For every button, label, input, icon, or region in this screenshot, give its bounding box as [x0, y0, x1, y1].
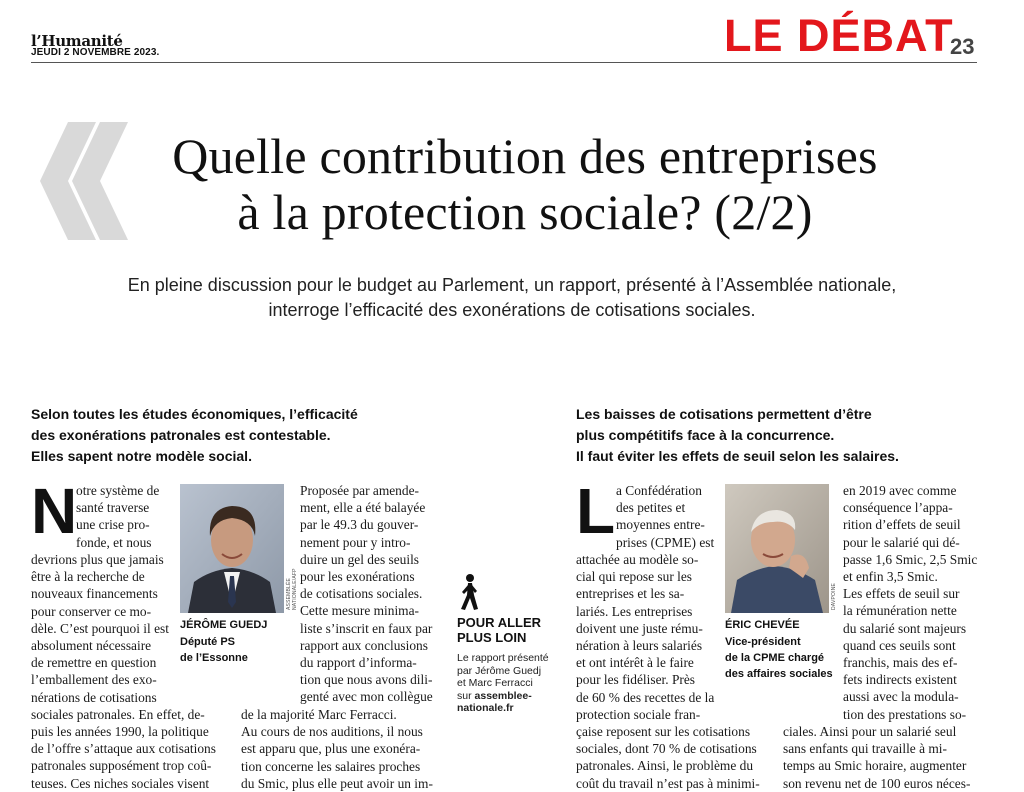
- text-line: rapport aux conclusions: [300, 637, 428, 653]
- text-line: nement pour y intro-: [300, 534, 411, 550]
- text-line: santé traverse: [76, 500, 150, 516]
- standfirst-line-1: En pleine discussion pour le budget au Parlement, un rapport, présenté à l’Assemblée nationale,: [127, 275, 897, 295]
- further-reading-title: [457, 615, 541, 645]
- further-reading-line: et Marc Ferracci: [457, 677, 533, 689]
- text-line: sociales, dont 70 % de cotisations: [576, 741, 757, 757]
- text-line: de cotisations sociales.: [300, 586, 423, 602]
- text-line: rition d’effets de seuil: [843, 517, 961, 533]
- text-line: pour le salarié qui dé-: [843, 534, 960, 550]
- further-reading-line: [457, 690, 567, 703]
- author-role: [725, 634, 833, 682]
- text-line: aussi avec la modula-: [843, 689, 959, 705]
- right-col1-body: [576, 551, 760, 792]
- text-line: ciales. Ainsi pour un salarié seul: [783, 724, 957, 739]
- text-line: de la majorité Marc Ferracci.: [241, 707, 397, 722]
- text-line: et enfin 3,5 Smic.: [843, 569, 938, 585]
- text-line: de l’offre s’attaque aux cotisations: [31, 741, 216, 757]
- text-line: liste s’inscrit en faux par: [300, 620, 433, 636]
- text-line: de 60 % des recettes de la: [576, 689, 715, 705]
- author-role-line: de l’Essonne: [180, 652, 248, 664]
- text-line: tion des prestations so-: [843, 706, 967, 722]
- text-line: passe 1,6 Smic, 2,5 Smic: [843, 551, 978, 567]
- text-line: Les effets de seuil sur: [843, 586, 960, 602]
- text-line: patronales. Ainsi, le problème du: [576, 758, 754, 774]
- right-lead-line: plus compétitifs face à la concurrence.: [576, 427, 835, 443]
- text-line: être à la recherche de: [31, 569, 145, 585]
- text-line: par le 49.3 du gouver-: [300, 517, 419, 533]
- issue-date: JEUDI 2 NOVEMBRE 2023.: [31, 47, 160, 58]
- further-reading-link[interactable]: assemblee-: [474, 689, 532, 702]
- text-line: teuses. Ces niches sociales visent: [31, 775, 210, 791]
- text-line: du salarié sont majeurs: [843, 620, 967, 636]
- text-line: sociales patronales. En effet, de-: [31, 706, 205, 722]
- photo-credit: DAVPOINE: [831, 582, 837, 610]
- left-lead-line: Elles sapent notre modèle social.: [31, 448, 252, 464]
- text-line: genté avec mon collègue: [300, 689, 433, 705]
- text-line: duire un gel des seuils: [300, 551, 420, 567]
- left-col2-body: [300, 482, 434, 706]
- section-title: LE DÉBAT: [724, 10, 954, 61]
- further-reading-link[interactable]: nationale.fr: [457, 702, 514, 714]
- text-line: quand ces seuils sont: [843, 637, 956, 653]
- author-role-line: Député PS: [180, 636, 236, 648]
- text-line: Cette mesure minima-: [300, 603, 419, 619]
- text-line: pour les exonérations: [300, 569, 415, 585]
- text-line: doivent une juste rému-: [576, 620, 703, 636]
- text-line: patronales supposément trop coû-: [31, 758, 212, 774]
- headline: [60, 128, 990, 240]
- left-col2-wide: [241, 706, 434, 792]
- author-role: [180, 634, 248, 666]
- text-line: Proposée par amende-: [300, 483, 419, 498]
- left-lead-line: Selon toutes les études économiques, l’efficacité: [31, 406, 358, 422]
- right-col1-top: [616, 482, 715, 551]
- masthead: l’Humanité: [31, 32, 123, 50]
- text-line: coût du travail n’est pas à minimi-: [576, 775, 760, 791]
- right-lead: [576, 404, 966, 467]
- photo-credit: ASSEMBLÉE NATIONALE/AFP: [286, 568, 298, 610]
- text-line: de remettre en question: [31, 655, 157, 671]
- author-photo-guedj: [180, 484, 284, 613]
- right-dropcap: L: [576, 475, 616, 547]
- page-number: 23: [950, 34, 975, 59]
- left-col1-top: [76, 482, 172, 551]
- text-line: nouveaux financements: [31, 586, 158, 602]
- headline-line-1: Quelle contribution des entreprises: [172, 128, 878, 184]
- text-line: puis les années 1990, la politique: [31, 724, 209, 740]
- further-reading-line: Le rapport présenté: [457, 652, 549, 664]
- text-line: une crise pro-: [76, 517, 150, 533]
- further-reading-prefix: sur: [457, 689, 475, 702]
- text-line: prises (CPME) est: [616, 534, 715, 550]
- text-line: pour les fidéliser. Près: [576, 672, 696, 688]
- author-role-line: des affaires sociales: [725, 668, 833, 680]
- walking-person-icon: [456, 573, 482, 611]
- further-reading-line: par Jérôme Guedj: [457, 664, 542, 677]
- author-photo-chevee: [725, 484, 829, 613]
- text-line: nérations de cotisations: [31, 689, 157, 705]
- text-line: l’emballement des exo-: [31, 672, 157, 688]
- text-line: otre système de: [76, 483, 160, 498]
- text-line: cial qui repose sur les: [576, 569, 693, 585]
- author-name: JÉRÔME GUEDJ: [180, 619, 268, 631]
- text-line: fets indirects existent: [843, 672, 957, 688]
- text-line: franchis, mais des ef-: [843, 655, 958, 671]
- standfirst-line-2: interroge l’efficacité des exonérations de cotisations sociales.: [268, 300, 756, 320]
- author-role-line: Vice-président: [725, 636, 801, 648]
- text-line: et ont intérêt à le faire: [576, 655, 694, 671]
- text-line: la rémunération nette: [843, 603, 957, 619]
- text-line: tion concerne les salaires proches: [241, 758, 421, 774]
- text-line: nération à leurs salariés: [576, 638, 703, 654]
- right-lead-line: Les baisses de cotisations permettent d’être: [576, 406, 872, 422]
- left-dropcap: N: [31, 475, 78, 547]
- text-line: protection sociale fran-: [576, 706, 701, 722]
- text-line: en 2019 avec comme: [843, 483, 957, 498]
- text-line: son revenu net de 100 euros néces-: [783, 775, 971, 791]
- further-reading-text: [457, 652, 567, 715]
- text-line: Au cours de nos auditions, il nous: [241, 724, 423, 740]
- text-line: fonde, et nous: [76, 534, 152, 550]
- text-line: absolument nécessaire: [31, 638, 152, 654]
- text-line: sans enfants qui travaille à mi-: [783, 741, 947, 757]
- further-reading-title-line: PLUS LOIN: [457, 630, 527, 645]
- text-line: a Confédération: [616, 483, 702, 498]
- right-col2-body: [843, 482, 977, 723]
- text-line: du rapport d’informa-: [300, 655, 417, 671]
- left-lead: [31, 404, 411, 467]
- author-role-line: de la CPME chargé: [725, 652, 825, 664]
- further-reading-title-line: POUR ALLER: [457, 615, 542, 630]
- text-line: attachée au modèle so-: [576, 552, 699, 567]
- text-line: entreprises et les sa-: [576, 586, 685, 602]
- text-line: pour conserver ce mo-: [31, 603, 152, 619]
- text-line: devrions plus que jamais: [31, 552, 164, 567]
- right-col2-wide: [783, 723, 977, 792]
- text-line: dèle. C’est pourquoi il est: [31, 620, 169, 636]
- right-lead-line: Il faut éviter les effets de seuil selon les salaires.: [576, 448, 899, 464]
- author-name: ÉRIC CHEVÉE: [725, 619, 800, 631]
- text-line: çaise reposent sur les cotisations: [576, 724, 751, 740]
- headline-line-2: à la protection sociale? (2/2): [237, 184, 813, 240]
- text-line: conséquence l’appa-: [843, 500, 953, 516]
- standfirst: [90, 273, 934, 323]
- text-line: moyennes entre-: [616, 517, 705, 533]
- text-line: tion que nous avons dili-: [300, 672, 433, 688]
- text-line: du Smic, plus elle peut avoir un im-: [241, 775, 433, 791]
- text-line: lariés. Les entreprises: [576, 603, 693, 619]
- text-line: temps au Smic horaire, augmenter: [783, 758, 967, 774]
- header-rule: [31, 62, 977, 63]
- text-line: ment, elle a été balayée: [300, 500, 426, 516]
- left-lead-line: des exonérations patronales est contestable.: [31, 427, 331, 443]
- text-line: des petites et: [616, 500, 686, 516]
- text-line: est apparu que, plus une exonéra-: [241, 741, 421, 757]
